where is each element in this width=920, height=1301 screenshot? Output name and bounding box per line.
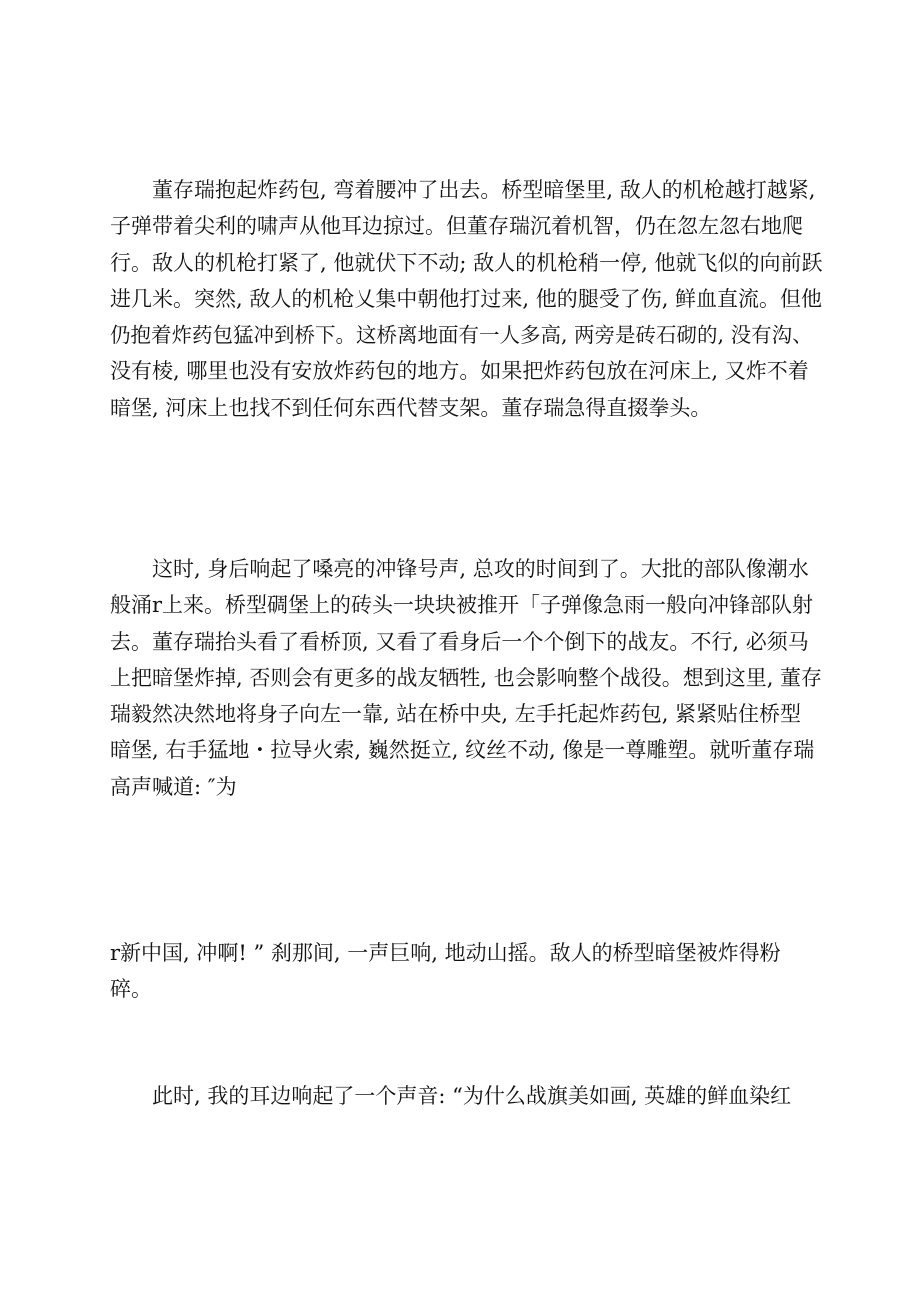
text-line: 进几米。突然, 敌人的机枪乂集中朝他打过来, 他的腿受了伤, 鲜血直流。但他 [110, 286, 823, 311]
paragraph-4 [110, 1078, 825, 1114]
text-line: 碎。 [110, 977, 152, 1002]
paragraph-1 [110, 172, 825, 426]
text-line: 暗堡, 河床上也找不到任何东西代替支架。董存瑞急得直掇拳头。 [110, 395, 712, 420]
paragraph-3 [110, 935, 825, 1008]
text-line: 上把暗堡炸掉, 否则会有更多的战友牺牲, 也会影响整个战役。想到这里, 董存 [110, 665, 823, 690]
text-line: 子弹带着尖利的啸声从他耳边掠过。但董存瑞沉着机智，仍在忽左忽右地爬 [110, 214, 803, 239]
text-line: 暗堡, 右手猛地・拉导火索, 巍然挺立, 纹丝不动, 像是一尊雕塑。就听董存瑞 [110, 738, 815, 763]
text-line: 此时, 我的耳边响起了一个声音: “为什么战旗美如画, 英雄的鲜血染红 [152, 1084, 792, 1108]
text-line: 董存瑞抱起炸药包, 弯着腰冲了出去。桥型暗堡里, 敌人的机枪越打越紧, [152, 178, 816, 202]
text-line: 高声喊道: ″为 [110, 774, 237, 799]
text-line: r新中国, 冲啊! ” 刹那间, 一声巨响, 地动山摇。敌人的桥型暗堡被炸得粉 [110, 941, 781, 965]
text-line: 仍抱着炸药包猛冲到桥下。这桥离地面有一人多高, 两旁是砖石砌的, 没有沟、 [110, 323, 813, 348]
text-line: 去。董存瑞抬头看了看桥顶, 又看了看身后一个个倒下的战友。不行, 必须马 [110, 629, 809, 654]
text-line: 没有棱, 哪里也没有安放炸药包的地方。如果把炸药包放在河床上, 又炸不着 [110, 359, 809, 384]
text-line: 行。敌人的机枪打紧了, 他就伏下不动; 敌人的机枪稍一停, 他就飞似的向前跃 [110, 250, 823, 275]
text-line: 这时, 身后响起了嗓亮的冲锋号声, 总攻的时间到了。大批的部队像潮水 [152, 557, 809, 581]
text-line: 般涌r上来。桥型碉堡上的砖头一块块被推开「子弹像急雨一般向冲锋部队射 [110, 593, 814, 618]
paragraph-2 [110, 551, 825, 805]
text-line: 瑞毅然决然地将身子向左一靠, 站在桥中央, 左手托起炸药包, 紧紧贴住桥型 [110, 702, 802, 727]
